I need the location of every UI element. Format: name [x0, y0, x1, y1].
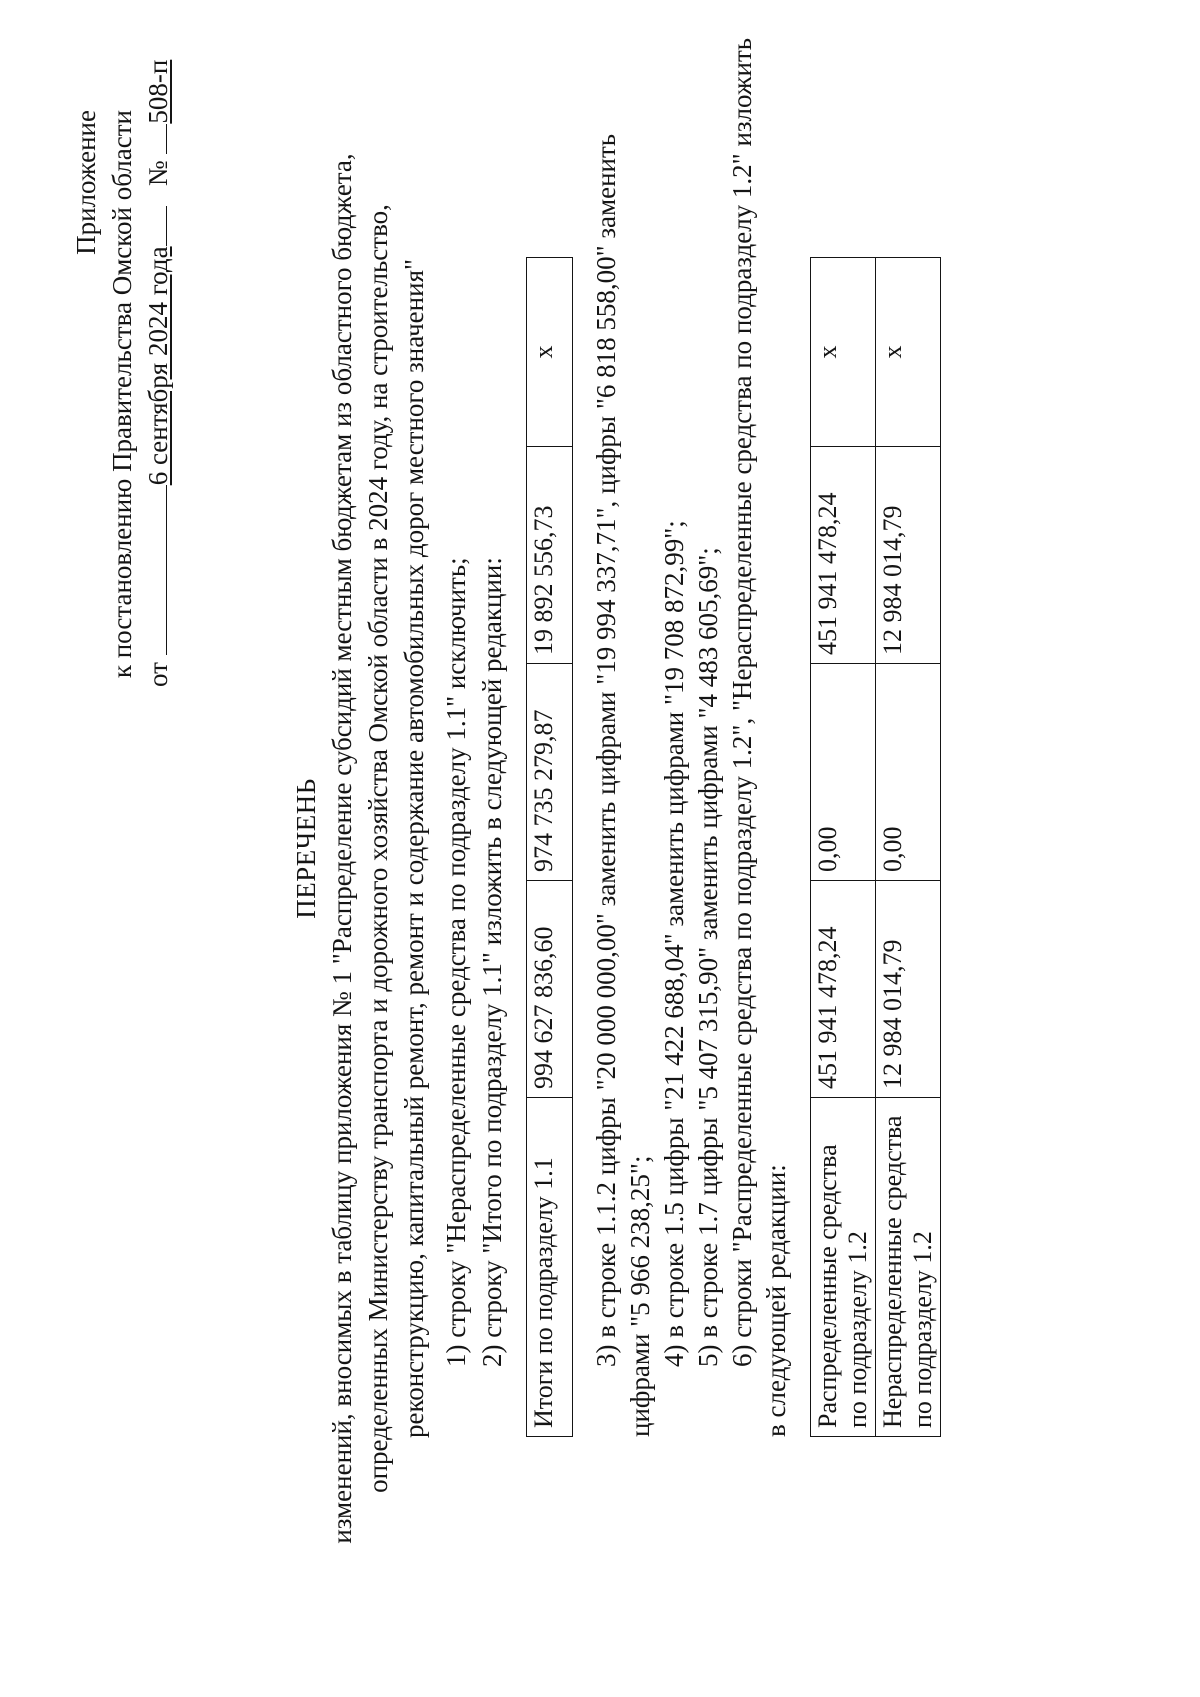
- cell-value: 0,00: [811, 664, 876, 881]
- item-3-line-2: цифрами "5 966 238,25";: [625, 1155, 655, 1437]
- cell-value: x: [811, 258, 876, 447]
- table-row: [876, 258, 941, 1437]
- cell-value: 12 984 014,79: [876, 447, 941, 664]
- row-label: Итоги по подразделу 1.1: [527, 1098, 573, 1437]
- number-sign: №: [143, 160, 173, 187]
- cell-value: x: [876, 258, 941, 447]
- item-4: 4) в строке 1.5 цифры "21 422 688,04" заменить цифрами "19 708 872,99";: [659, 520, 689, 1367]
- item-2: 2) строку "Итого по подразделу 1.1" изложить в следующей редакции:: [477, 557, 507, 1367]
- number-blank-line: [142, 124, 167, 154]
- cell-value: 994 627 836,60: [527, 881, 573, 1098]
- row-label: [811, 1098, 876, 1437]
- cell-value: 974 735 279,87: [527, 664, 573, 881]
- row-label: [876, 1098, 941, 1437]
- date-blank-line-tail: [142, 206, 167, 246]
- ot-label: от: [143, 662, 173, 687]
- appendix-label: Приложение: [71, 110, 101, 255]
- cell-value: 12 984 014,79: [876, 881, 941, 1098]
- subsection-1-1-table: [526, 257, 573, 1437]
- intro-line-3: реконструкцию, капитальный ремонт, ремонт и содержание автомобильных дорог местного значения": [399, 258, 429, 1439]
- item-3-line-1: 3) в строке 1.1.2 цифры "20 000 000,00" заменить цифрами "19 994 337,71", цифры "6 818 558,00" заменить: [591, 133, 621, 1367]
- item-1: 1) строку "Нераспределенные средства по подразделу 1.1" исключить;: [441, 557, 471, 1367]
- resolution-number: 508-п: [143, 59, 173, 124]
- cell-value: 0,00: [876, 664, 941, 881]
- resolution-date: 6 сентября 2024 года: [143, 246, 173, 486]
- table-row: [811, 258, 876, 1437]
- item-6-line-2: в следующей редакции:: [761, 1164, 791, 1437]
- resolution-line: к постановлению Правительства Омской области: [107, 110, 137, 679]
- cell-value: x: [527, 258, 573, 447]
- intro-line-1: изменений, вносимых в таблицу приложения № 1 "Распределение субсидий местным бюджетам из областного бюджета,: [327, 153, 357, 1544]
- row-label-line-1: Распределенные средства: [813, 1144, 842, 1428]
- row-label-line-1: Нераспределенные средства: [878, 1115, 907, 1428]
- cell-value: 451 941 478,24: [811, 881, 876, 1098]
- row-label-line-2: по подразделу 1.2: [908, 1231, 937, 1428]
- intro-line-2: определенных Министерству транспорта и дорожного хозяйства Омской области в 2024 году, на строительство,: [363, 204, 393, 1493]
- date-blank-line: [142, 485, 167, 655]
- item-6-line-1: 6) строки "Распределенные средства по подразделу 1.2", "Нераспределенные средства по подразделу 1.2" изложить: [727, 37, 757, 1367]
- subsection-1-2-table: [810, 257, 941, 1437]
- cell-value: 451 941 478,24: [811, 447, 876, 664]
- cell-value: 19 892 556,73: [527, 447, 573, 664]
- item-5: 5) в строке 1.7 цифры "5 407 315,90" заменить цифрами "4 483 605,69";: [693, 547, 723, 1367]
- table-row: [527, 258, 573, 1437]
- row-label-line-2: по подразделу 1.2: [843, 1231, 872, 1428]
- date-number-line: [142, 60, 174, 687]
- document-title: ПЕРЕЧЕНЬ: [291, 778, 321, 919]
